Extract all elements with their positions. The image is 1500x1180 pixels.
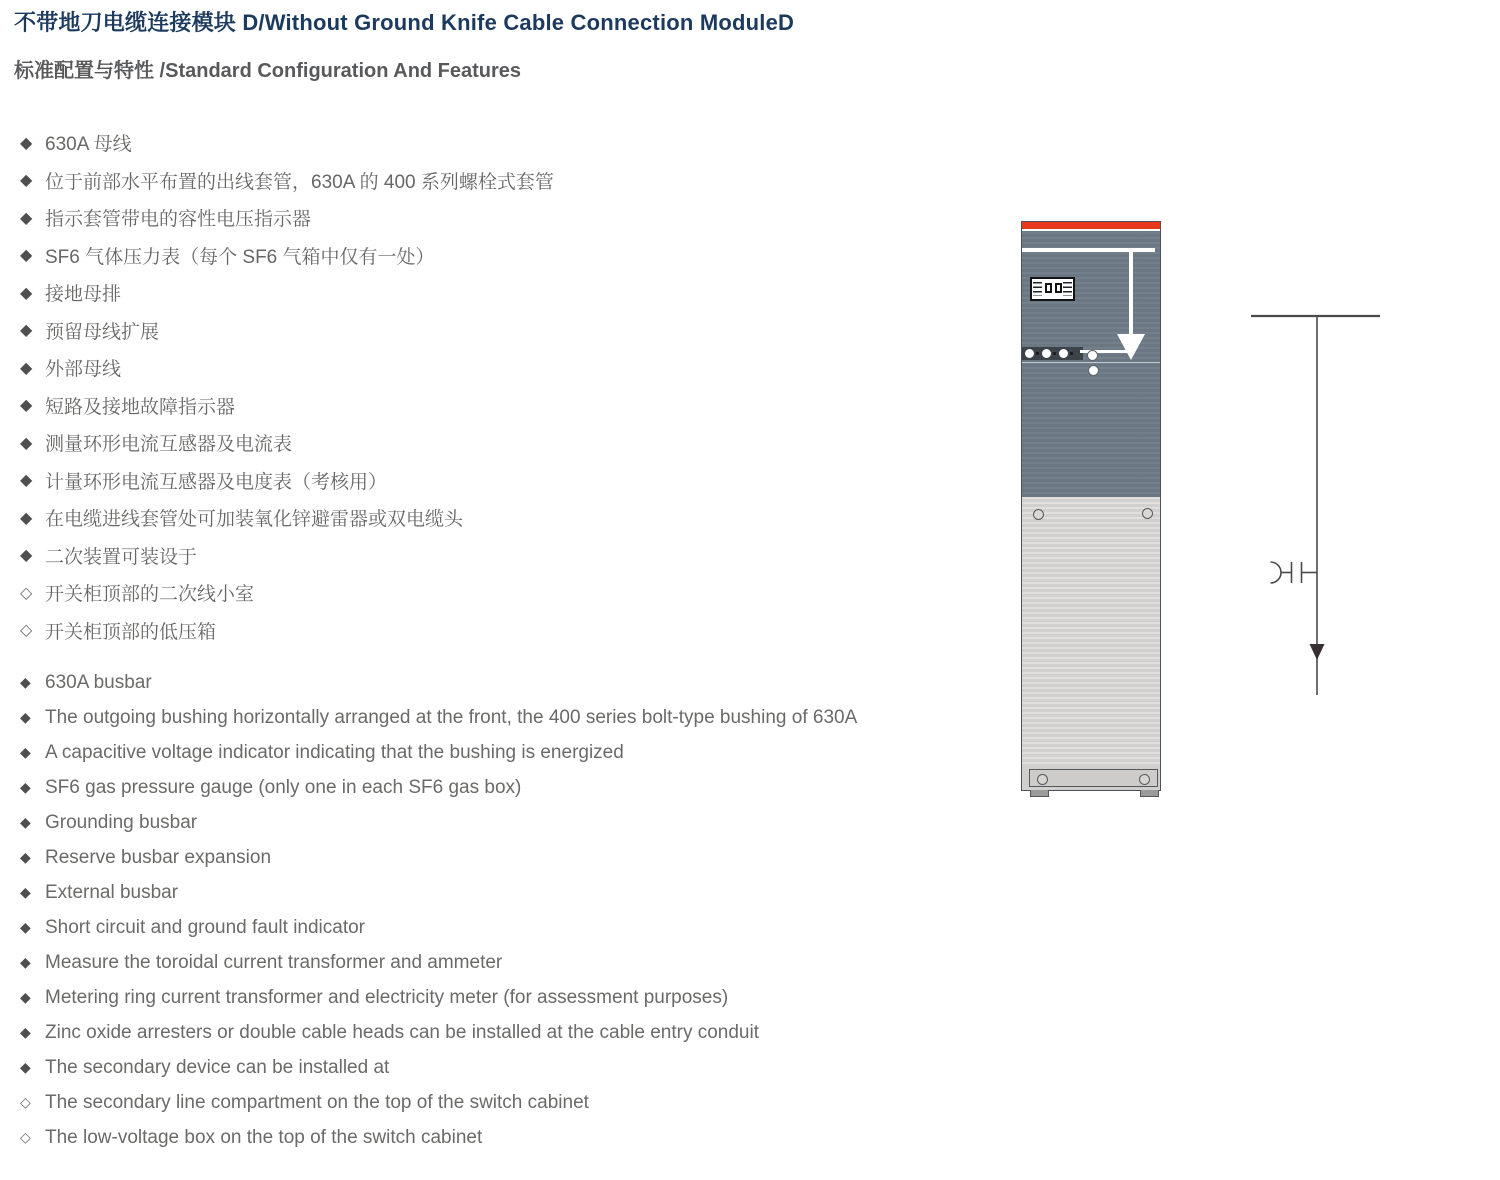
screw-icon <box>1139 774 1150 785</box>
diamond-filled-icon: ◆ <box>20 709 31 725</box>
gauge-scale-left <box>1033 282 1042 296</box>
cabinet-busbar-line <box>1022 248 1155 252</box>
feature-text: 外部母线 <box>45 359 122 381</box>
feature-item <box>20 124 1020 162</box>
feature-item <box>20 945 1020 980</box>
indicator-circle-upper <box>1087 350 1098 361</box>
diamond-filled-icon: ◆ <box>20 814 31 830</box>
diamond-filled-icon: ◆ <box>20 954 31 970</box>
feature-text: SF6 gas pressure gauge (only one in each SF6 gas box) <box>45 776 522 798</box>
diamond-hollow-icon: ◇ <box>20 1094 31 1110</box>
bushing-dot <box>1070 352 1073 355</box>
page-subtitle: 标准配置与特性 /Standard Configuration And Features <box>14 60 522 82</box>
bushing-dot <box>1036 352 1039 355</box>
diamond-filled-icon: ◆ <box>20 547 33 565</box>
feature-text: 测量环形电流互感器及电流表 <box>45 434 293 456</box>
screw-icon <box>1142 508 1153 519</box>
gauge-scale-right <box>1063 282 1072 296</box>
feature-text: External busbar <box>45 881 179 903</box>
feature-item <box>20 199 1020 237</box>
cabinet-lower-door <box>1022 497 1160 767</box>
cabinet-red-band <box>1022 222 1160 231</box>
feature-text: Metering ring current transformer and electricity meter (for assessment purposes) <box>45 986 729 1008</box>
feature-text: 630A 母线 <box>45 134 132 156</box>
feature-text: 开关柜顶部的二次线小室 <box>45 584 255 606</box>
cabinet-section-divider <box>1022 362 1160 363</box>
feature-text: SF6 气体压力表（每个 SF6 气箱中仅有一处） <box>45 246 435 268</box>
feature-text: Reserve busbar expansion <box>45 846 272 868</box>
feature-item <box>20 274 1020 312</box>
diamond-filled-icon: ◆ <box>20 779 31 795</box>
feature-item <box>20 499 1020 537</box>
bushing-circle <box>1059 349 1068 358</box>
cabinet-feeder-arrow-icon <box>1117 334 1145 360</box>
feature-text: Grounding busbar <box>45 811 198 833</box>
feature-item <box>20 424 1020 462</box>
diamond-hollow-icon: ◇ <box>20 1129 31 1145</box>
feature-item <box>20 1120 1020 1155</box>
cabinet-base-plate <box>1029 769 1158 787</box>
diamond-filled-icon: ◆ <box>20 472 33 490</box>
capacitive-voltage-indicator-symbol <box>1271 562 1318 583</box>
feature-text: Measure the toroidal current transformer and ammeter <box>45 951 503 973</box>
diamond-filled-icon: ◆ <box>20 1059 31 1075</box>
diamond-filled-icon: ◆ <box>20 989 31 1005</box>
page-title: 不带地刀电缆连接模块 D/Without Ground Knife Cable Connection ModuleD <box>14 10 795 35</box>
feature-text: The low-voltage box on the top of the switch cabinet <box>45 1126 483 1148</box>
diamond-filled-icon: ◆ <box>20 744 31 760</box>
screw-icon <box>1037 774 1048 785</box>
feature-text: 位于前部水平布置的出线套管，630A 的 400 系列螺栓式套管 <box>45 171 554 193</box>
feature-item <box>20 700 1020 735</box>
features-list-en <box>20 665 1020 1155</box>
feature-text: The outgoing bushing horizontally arranged at the front, the 400 series bolt-type bushing of 630A <box>45 706 858 728</box>
screw-icon <box>1033 509 1044 520</box>
feature-item <box>20 980 1020 1015</box>
capacitor-arc <box>1271 562 1282 583</box>
diamond-filled-icon: ◆ <box>20 509 33 527</box>
single-line-diagram <box>1240 300 1400 710</box>
feature-item <box>20 612 1020 650</box>
features-list-zh <box>20 124 1020 649</box>
feature-text: 在电缆进线套管处可加装氧化锌避雷器或双电缆头 <box>45 509 464 531</box>
bushing-circle <box>1025 349 1034 358</box>
cabinet-foot <box>1030 790 1049 797</box>
feature-text: 接地母排 <box>45 284 122 306</box>
feature-item <box>20 574 1020 612</box>
diamond-filled-icon: ◆ <box>20 209 33 227</box>
feature-item <box>20 237 1020 275</box>
diamond-hollow-icon: ◇ <box>20 622 33 640</box>
feature-item <box>20 875 1020 910</box>
bushing-circle <box>1042 349 1051 358</box>
feature-item <box>20 462 1020 500</box>
feature-item <box>20 1050 1020 1085</box>
feature-text: 指示套管带电的容性电压指示器 <box>45 209 312 231</box>
feature-item <box>20 1015 1020 1050</box>
bushing-dot <box>1053 352 1056 355</box>
bushing-terminal-strip <box>1022 347 1083 360</box>
indicator-circle-lower <box>1088 365 1099 376</box>
feature-item <box>20 840 1020 875</box>
diamond-filled-icon: ◆ <box>20 284 33 302</box>
cabinet-foot <box>1140 790 1159 797</box>
feature-item <box>20 312 1020 350</box>
diamond-filled-icon: ◆ <box>20 247 33 265</box>
diamond-filled-icon: ◆ <box>20 919 31 935</box>
feature-item <box>20 910 1020 945</box>
feature-text: 630A busbar <box>45 671 152 693</box>
diamond-filled-icon: ◆ <box>20 359 33 377</box>
feature-text: 开关柜顶部的低压箱 <box>45 621 217 643</box>
feature-item <box>20 665 1020 700</box>
feature-text: The secondary line compartment on the top of the switch cabinet <box>45 1091 589 1113</box>
diagram-cable-arrow-icon <box>1310 644 1325 660</box>
feature-text: Zinc oxide arresters or double cable heads can be installed at the cable entry conduit <box>45 1021 759 1043</box>
feature-item <box>20 349 1020 387</box>
feature-item <box>20 805 1020 840</box>
feature-item <box>20 770 1020 805</box>
feature-item <box>20 1085 1020 1120</box>
diamond-filled-icon: ◆ <box>20 134 33 152</box>
feature-text: 预留母线扩展 <box>45 321 160 343</box>
diamond-hollow-icon: ◇ <box>20 584 33 602</box>
gauge-window <box>1055 283 1062 293</box>
feature-text: 二次装置可装设于 <box>45 546 198 568</box>
feature-item <box>20 387 1020 425</box>
diamond-filled-icon: ◆ <box>20 849 31 865</box>
feature-text: A capacitive voltage indicator indicating that the bushing is energized <box>45 741 624 763</box>
diamond-filled-icon: ◆ <box>20 1024 31 1040</box>
diamond-filled-icon: ◆ <box>20 674 31 690</box>
feature-text: The secondary device can be installed at <box>45 1056 390 1078</box>
feature-item <box>20 735 1020 770</box>
feature-text: 短路及接地故障指示器 <box>45 396 236 418</box>
diamond-filled-icon: ◆ <box>20 397 33 415</box>
cabinet-feeder-line <box>1129 250 1133 336</box>
feature-item <box>20 537 1020 575</box>
diamond-filled-icon: ◆ <box>20 434 33 452</box>
feature-text: 计量环形电流互感器及电度表（考核用） <box>45 471 388 493</box>
feature-item <box>20 162 1020 200</box>
cabinet-illustration <box>1021 221 1161 791</box>
gas-pressure-gauge <box>1030 277 1075 301</box>
feature-text: Short circuit and ground fault indicator <box>45 916 366 938</box>
diamond-filled-icon: ◆ <box>20 322 33 340</box>
cabinet-base <box>1022 767 1160 790</box>
diamond-filled-icon: ◆ <box>20 172 33 190</box>
gauge-window <box>1045 283 1052 293</box>
diamond-filled-icon: ◆ <box>20 884 31 900</box>
